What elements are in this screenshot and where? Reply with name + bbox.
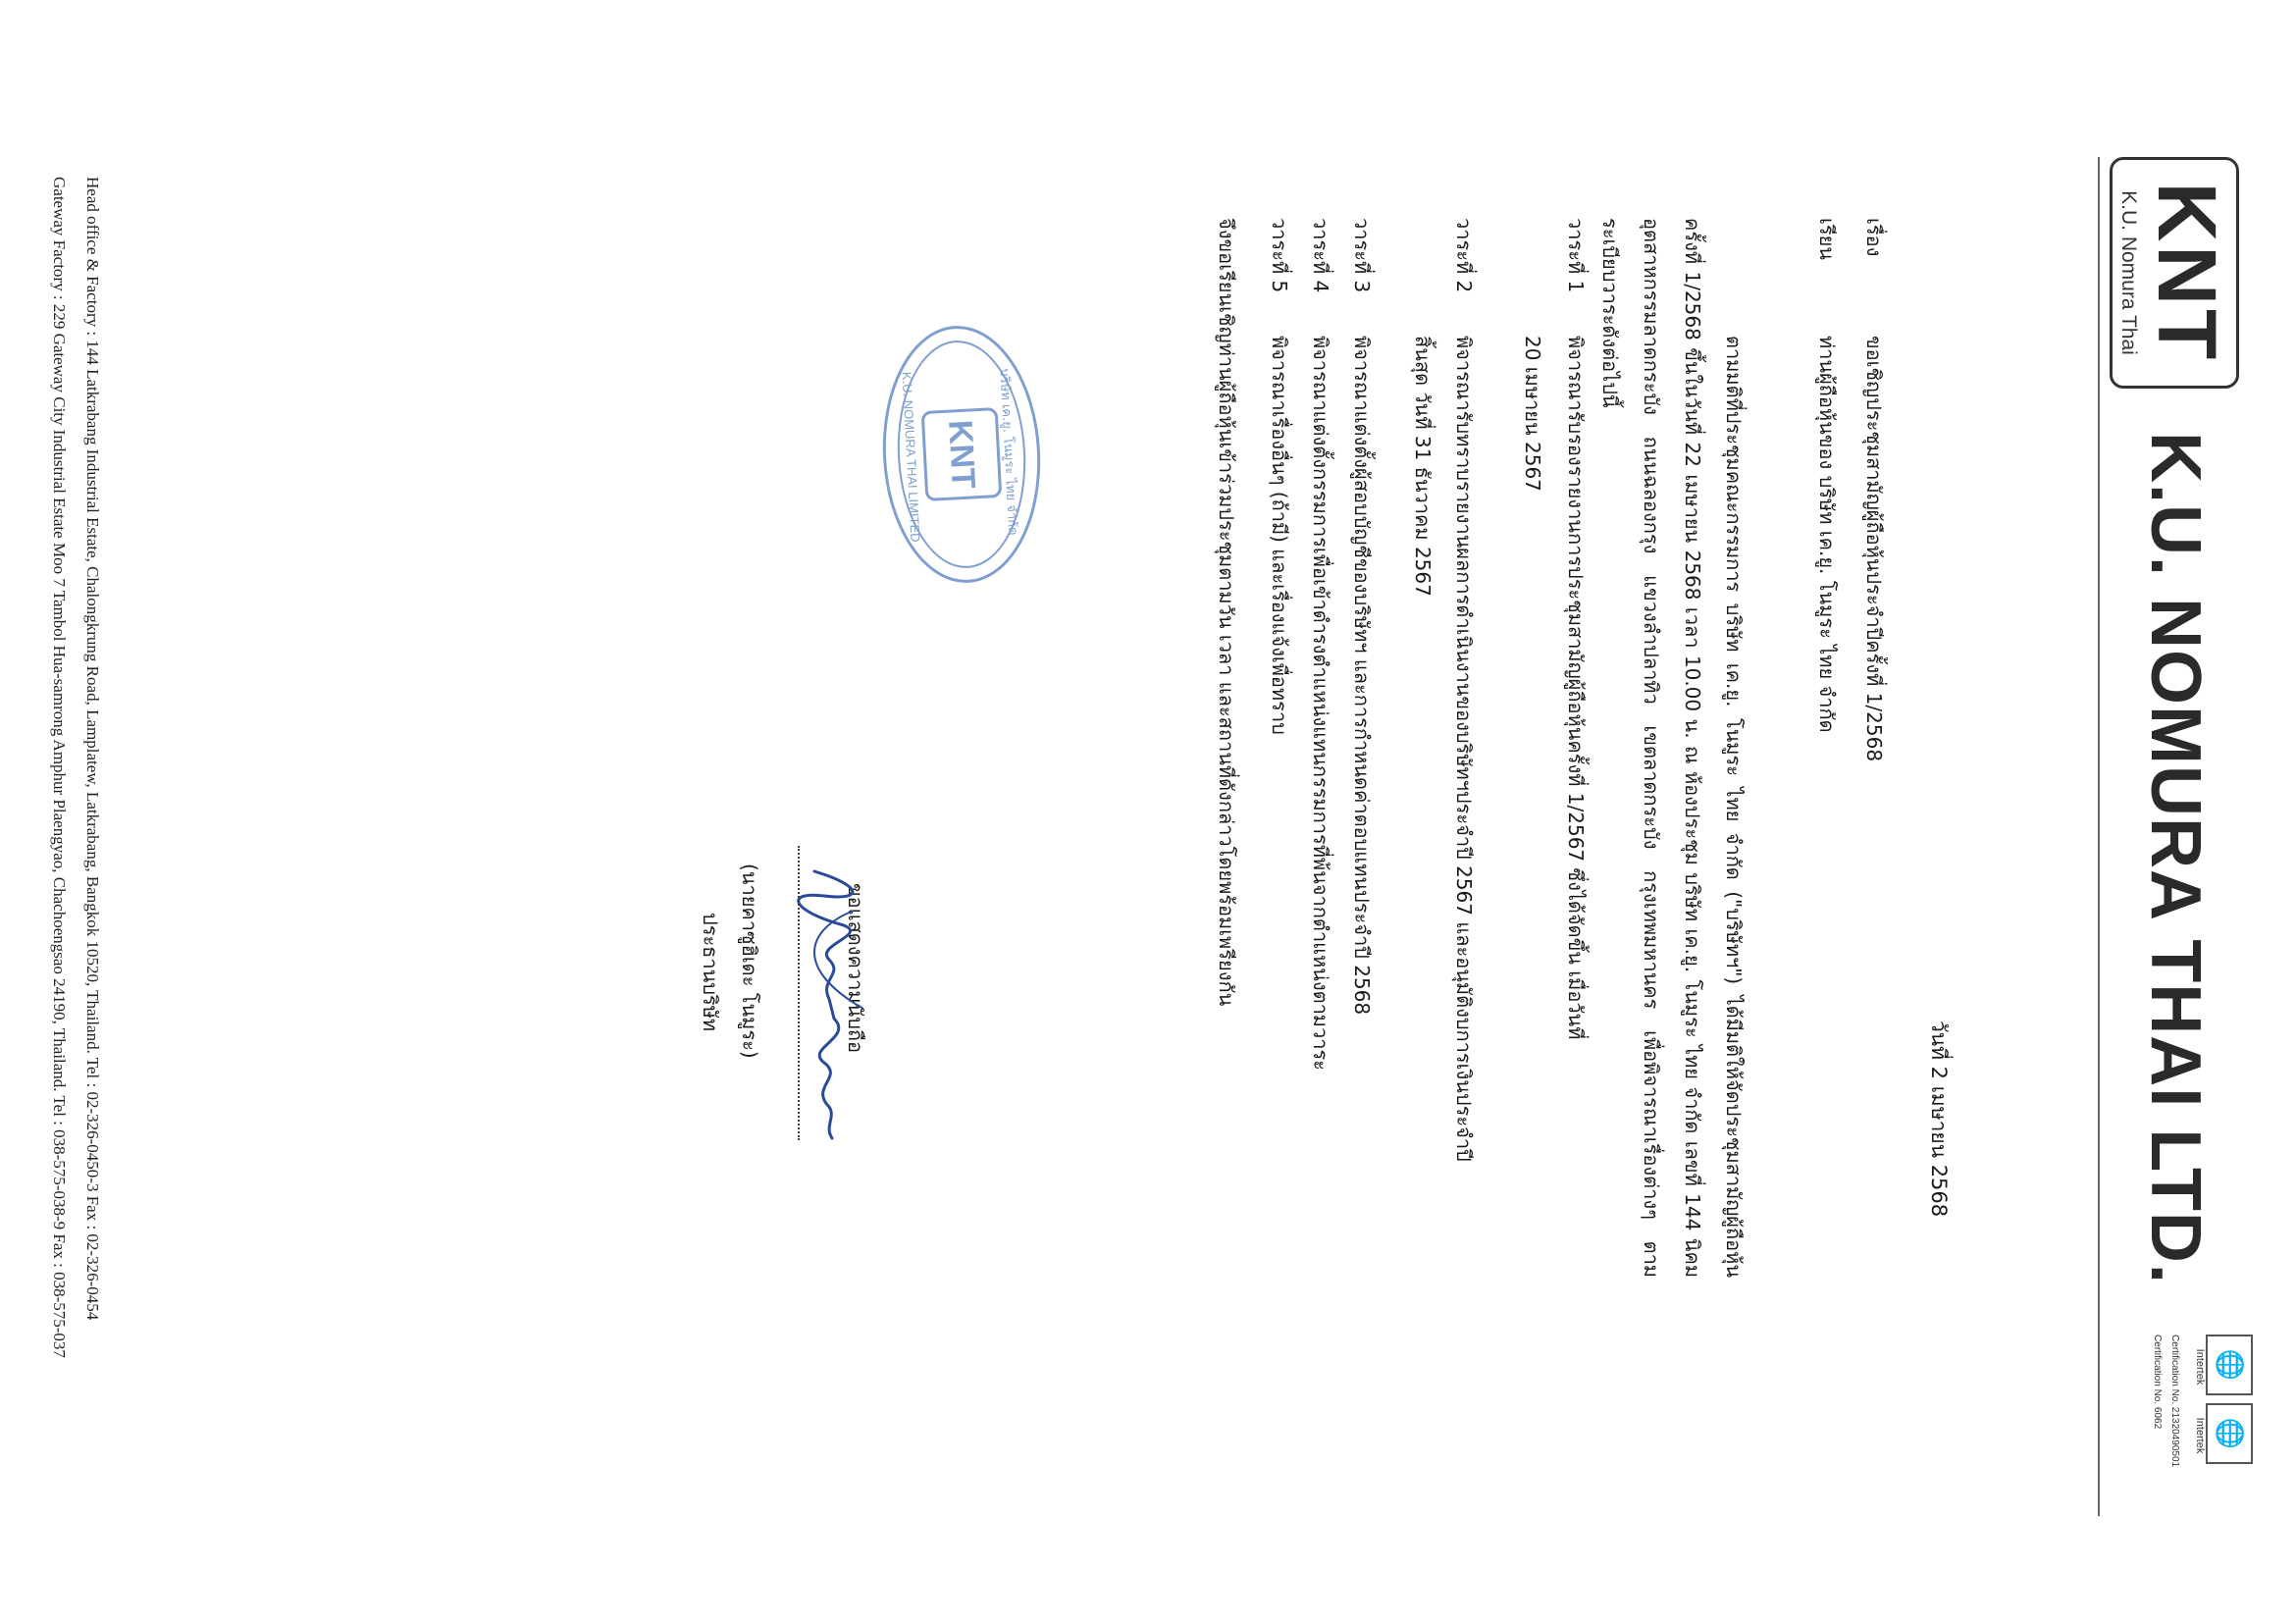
agenda-item xyxy=(1501,218,1592,1297)
to-label: เรียน xyxy=(1815,218,1839,260)
agenda-item xyxy=(1348,218,1389,1297)
agenda-label: วาระที่ 5 xyxy=(1268,218,1291,293)
agenda-item xyxy=(1307,218,1348,1297)
agenda-text-continued: สิ้นสุด วันที่ 31 ธันวาคม 2567 xyxy=(1411,336,1435,597)
agenda-text-continued: 20 เมษายน 2567 xyxy=(1521,336,1544,492)
subject-label: เรื่อง xyxy=(1862,218,1886,257)
agenda-text: พิจารณารับทราบรายงานผลการดำเนินงานของบริษัทฯประจำปี 2567 และอนุมัติงบการเงินประจำปี xyxy=(1452,336,1476,1162)
globe-icon: 🌐 xyxy=(2206,1403,2253,1464)
invitation-text: จึงขอเรียนเชิญท่านผู้ถือหุ้นเข้าร่วมประชุมตามวัน เวลา และสถานที่ดังกล่าวโดยพร้อมเพรียงกัน xyxy=(1215,218,1238,1007)
cert-brand: Intertek xyxy=(2194,1348,2206,1386)
subject-text: ขอเชิญประชุมสามัญผู้ถือหุ้นประจำปีครั้งที่ 1/2568 xyxy=(1862,336,1886,762)
signature-line xyxy=(798,846,800,1140)
cert-number: Certification No. 21320490501 xyxy=(2169,1335,2180,1468)
company-name: K.U. NOMURA THAI LTD. xyxy=(2136,432,2215,1284)
logo-subtitle: K.U. Nomura Thai xyxy=(2117,190,2140,355)
logo-mark: KNT xyxy=(2141,182,2233,364)
seal-text-bottom: K.U. NOMURA THAI LIMITED xyxy=(899,371,923,543)
letter-date: วันที่ 2 เมษายน 2568 xyxy=(1927,1021,1951,1218)
intro-paragraph: ตามมติที่ประชุมคณะกรรมการ บริษัท เค.ยู. โนมูระ ไทย จำกัด ("บริษัทฯ") ได้มีมติให้จัดประชุมสามัญผู้ถือหุ้น ครั้งที่ 1/2568 ขึ้นในวันที่ 22 เมษายน 2568 เวลา 10.00 น. ณ ห้องประชุม บริษัท เค.ยู. โนมูระ ไทย จำกัด เลขที่ 144 นิคมอุตสาหกรรมลาดกระบัง ถนนฉลองกรุง แขวงลำปลาทิว เขตลาดกระบัง กรุงเทพมหานคร เพื่อพิจารณาเรื่องต่างๆ ตามระเบียบวาระดังต่อไปนี้ xyxy=(1598,218,1746,1279)
agenda-item xyxy=(1389,218,1501,1297)
company-logo xyxy=(2110,157,2239,389)
signer-name: (นายคาซูฮิเดะ โนมูระ) xyxy=(738,864,761,1059)
cert-brand: Intertek xyxy=(2194,1417,2206,1454)
agenda-list xyxy=(1266,218,1592,1297)
agenda-text: พิจารณาแต่งตั้งผู้สอบบัญชีของบริษัทฯ และการกำหนดค่าตอบแทนประจำปี 2568 xyxy=(1350,336,1374,1016)
agenda-label: วาระที่ 3 xyxy=(1350,218,1374,293)
header-divider xyxy=(2098,157,2100,1516)
signer-title: ประธานบริษัท xyxy=(699,913,722,1032)
certification-1 xyxy=(2194,1335,2253,1399)
footer-gateway-factory: Gateway Factory : 229 Gateway City Industrial Estate Moo 7 Tambol Hua-samrong Amphur Plaengyao, Chachoengsao 24190, Thailand. Tel : 038-575-038-9 Fax : 038-575-037 xyxy=(50,177,69,1358)
agenda-label: วาระที่ 1 xyxy=(1564,218,1588,293)
agenda-text: พิจารณารับรองรายงานการประชุมสามัญผู้ถือหุ้นครั้งที่ 1/2567 ซึ่งได้จัดขึ้น เมื่อวันที่ xyxy=(1564,336,1588,1040)
agenda-text: พิจารณาแต่งตั้งกรรมการเพื่อเข้าดำรงตำแหน่งแทนกรรมการที่พ้นจากตำแหน่งตามวาระ xyxy=(1309,336,1332,1071)
certification-2 xyxy=(2194,1403,2253,1468)
agenda-label: วาระที่ 2 xyxy=(1452,218,1476,293)
cert-number: Certification No. 6062 xyxy=(2152,1335,2163,1430)
globe-icon: 🌐 xyxy=(2206,1335,2253,1395)
agenda-text: พิจารณาเรื่องอื่นๆ (ถ้ามี) และเรื่องแจ้งเพื่อทราบ xyxy=(1268,336,1291,735)
agenda-item xyxy=(1266,218,1307,1297)
signature-stroke xyxy=(799,871,853,1138)
certification-marks xyxy=(2125,1335,2253,1472)
seal-text-top: บริษัท เค.ยู. โนมูระ ไทย จำกัด xyxy=(996,368,1020,536)
closing-text: ขอแสดงความนับถือ xyxy=(844,883,867,1054)
to-text: ท่านผู้ถือหุ้นของ บริษัท เค.ยู. โนมูระ ไทย จำกัด xyxy=(1815,336,1839,733)
signature xyxy=(775,852,883,1146)
seal-mark: KNT xyxy=(921,407,1003,501)
company-seal xyxy=(876,322,1046,587)
footer-head-office: Head office & Factory : 144 Latkrabang Industrial Estate, Chalongkrung Road, Lamplatew, Latkrabang, Bangkok 10520, Thailand. Tel : 02-326-0450-3 Fax : 02-326-0454 xyxy=(83,177,102,1321)
agenda-label: วาระที่ 4 xyxy=(1309,218,1332,293)
